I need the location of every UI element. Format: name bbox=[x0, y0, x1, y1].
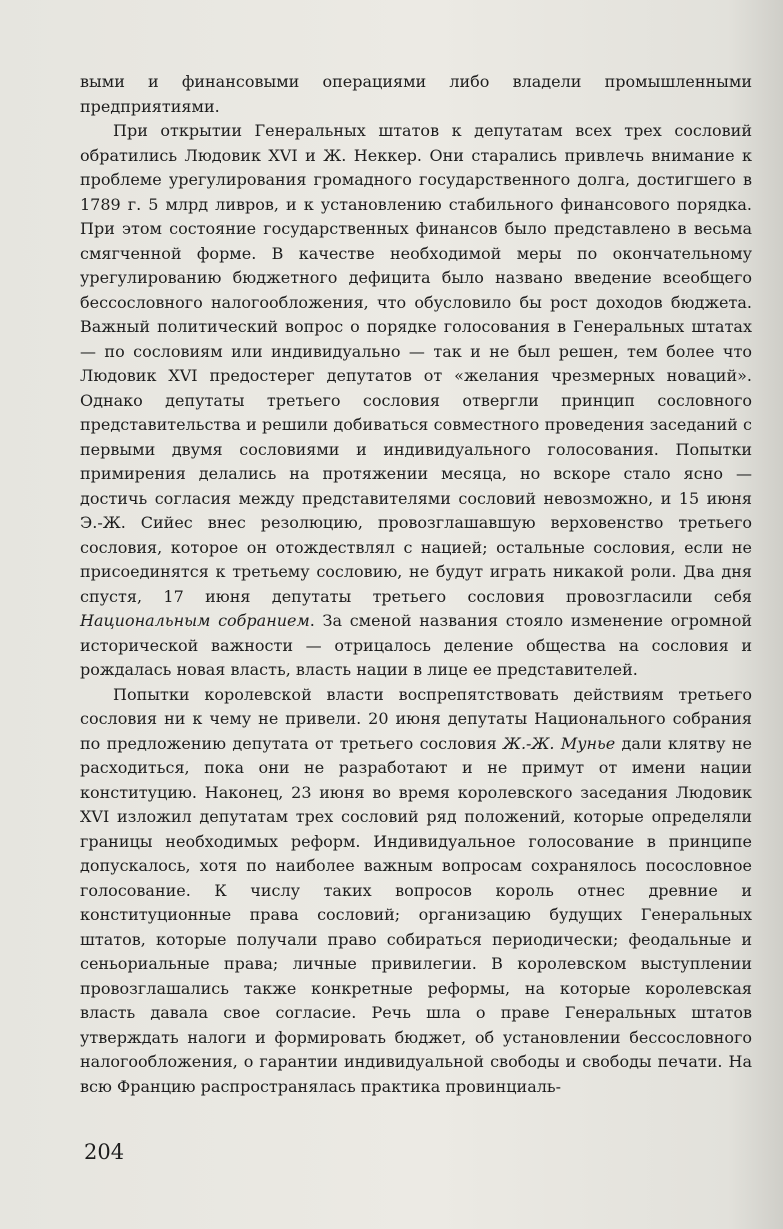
page-number: 204 bbox=[84, 1140, 125, 1164]
text-run: дали клятву не расходиться, пока они не разработают и не примут от имени нации конституцию. Наконец, 23 июня во время королевского заседания Людовик XVI изложил депутатам трех сословий ряд положений, которые определяли границы необходимых реформ. Индивидуальное голосование в принципе допускалось, хотя по наиболее важным вопросам сохранялось посословное голосование. К числу таких вопросов король отнес древние и конституционные права сословий; организацию будущих Генеральных штатов, которые получали право собираться периодически; феодальные и сеньориальные права; личные привилегии. В королевском выступлении провозглашались также конкретные реформы, на которые королевская власть давала свое согласие. Речь шла о праве Генеральных штатов утверждать налоги и формировать бюджет, об установлении бессословного налогообложения, о гарантии индивидуальной свободы и свободы печати. На всю Францию распространялась практика провинциаль- bbox=[80, 733, 752, 1096]
text-run: При открытии Генеральных штатов к депутатам всех трех сословий обратились Людовик XVI и Ж. Неккер. Они старались привлечь внимание к проблеме урегулирования громадного государственного долга, достигшего в 1789 г. 5 млрд ливров, и к установлению стабильного финансового порядка. При этом состояние государственных финансов было представлено в весьма смягченной форме. В качестве необходимой меры по окончательному урегулированию бюджетного дефицита было названо введение всеобщего бессословного налогообложения, что обусловило бы рост доходов бюджета. Важный политический вопрос о порядке голосования в Генеральных штатах — по сословиям или индивидуально — так и не был решен, тем более что Людовик XVI предостерег депутатов от «желания чрезмерных новаций». Однако депутаты третьего сословия отвергли принцип сословного представительства и решили добиваться совместного проведения заседаний с первыми двумя сословиями и индивидуального голосования. Попытки примирения делались на протяжении месяца, но вскоре стало ясно — достичь согласия между представителями сословий невозможно, и 15 июня Э.-Ж. Сийес внес резолюцию, провозглашавшую верховенство третьего сословия, которое он отождествлял с нацией; остальные сословия, если не присоединятся к третьему сословию, не будут играть никакой роли. Два дня спустя, 17 июня депутаты третьего сословия провозгласили себя bbox=[80, 121, 752, 606]
text-run: . За сменой названия стояло изменение огромной исторической важности — отрицалось деление общества на сословия и рождалась новая власть, власть нации в лице ее представителей. bbox=[80, 611, 752, 679]
paragraph bbox=[80, 119, 752, 683]
text-run: Попытки королевской власти воспрепятствовать действиям третьего сословия ни к чему не привели. 20 июня депутаты Национального собрания по предложению депутата от третьего сословия bbox=[80, 684, 752, 753]
emphasized-term: Национальным собранием bbox=[80, 611, 310, 630]
emphasized-term: Ж.-Ж. Мунье bbox=[502, 733, 616, 753]
body-text bbox=[80, 70, 752, 1099]
paragraph bbox=[80, 683, 752, 1100]
text-run: выми и финансовыми операциями либо владели промышленными предприятиями. bbox=[80, 72, 752, 116]
paragraph bbox=[80, 70, 752, 119]
